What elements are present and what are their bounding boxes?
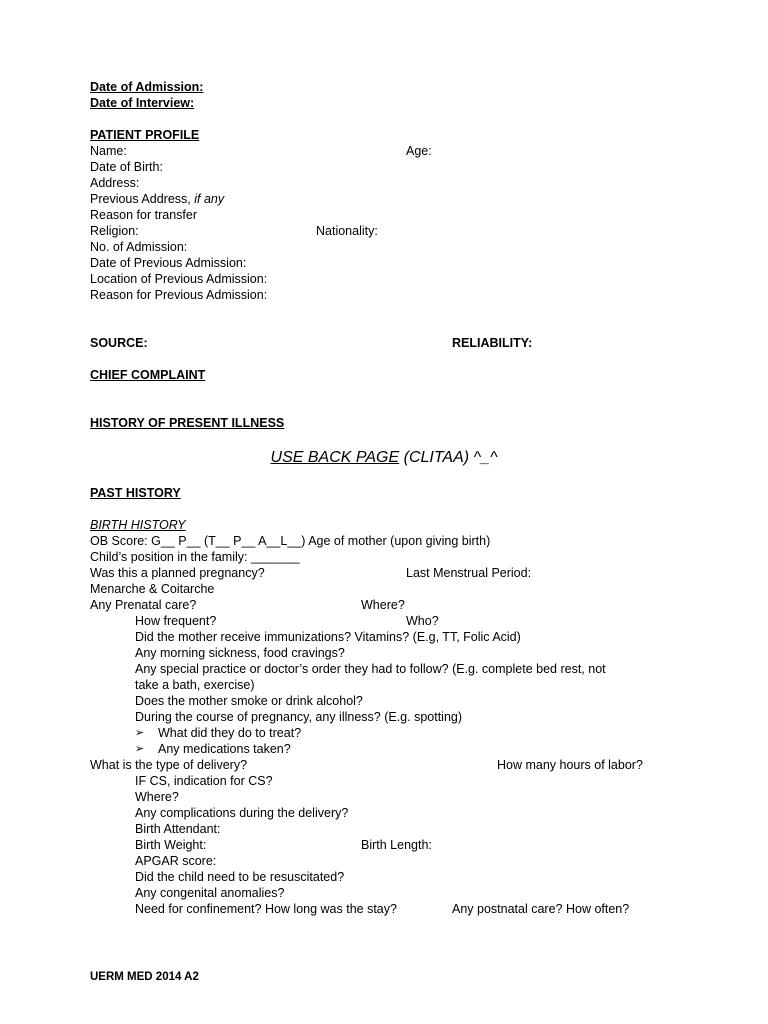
use-back-page-text: USE BACK PAGE bbox=[270, 449, 400, 466]
name-label: Name: bbox=[90, 144, 127, 158]
planned-pregnancy-label: Was this a planned pregnancy? bbox=[90, 566, 265, 580]
if-cs-label: IF CS, indication for CS? bbox=[135, 774, 273, 788]
birth-attendant-label: Birth Attendant: bbox=[135, 822, 221, 836]
special-practice-line2: take a bath, exercise) bbox=[135, 678, 255, 692]
where-label: Where? bbox=[361, 598, 405, 612]
complications-label: Any complications during the delivery? bbox=[135, 806, 349, 820]
confinement-label: Need for confinement? How long was the stay? bbox=[135, 902, 397, 916]
if-any-text: if any bbox=[194, 192, 225, 206]
use-back-page-note bbox=[0, 448, 768, 468]
birth-weight-row bbox=[135, 837, 698, 853]
previous-address-label bbox=[90, 191, 224, 207]
date-of-birth-label: Date of Birth: bbox=[90, 160, 163, 174]
prenatal-care-row bbox=[90, 597, 698, 613]
how-frequent-row bbox=[135, 613, 698, 629]
location-prev-admission-label: Location of Previous Admission: bbox=[90, 272, 268, 286]
date-of-interview-label: Date of Interview: bbox=[90, 96, 195, 110]
chief-complaint-heading: CHIEF COMPLAINT bbox=[90, 368, 206, 382]
resuscitated-label: Did the child need to be resuscitated? bbox=[135, 870, 345, 884]
birth-length-label: Birth Length: bbox=[361, 838, 432, 852]
morning-sickness-label: Any morning sickness, food cravings? bbox=[135, 646, 345, 660]
history-present-illness-heading: HISTORY OF PRESENT ILLNESS bbox=[90, 416, 285, 430]
apgar-label: APGAR score: bbox=[135, 854, 217, 868]
ob-score-label: OB Score: G__ P__ (T__ P__ A__L__) Age of mother (upon giving birth) bbox=[90, 534, 491, 548]
clitaa-text: (CLITAA) ^_^ bbox=[399, 449, 498, 466]
religion-nationality-row bbox=[90, 223, 698, 239]
previous-address-text: Previous Address, bbox=[90, 192, 195, 206]
prenatal-care-label: Any Prenatal care? bbox=[90, 598, 197, 612]
date-prev-admission-label: Date of Previous Admission: bbox=[90, 256, 247, 270]
footer-text: UERM MED 2014 A2 bbox=[90, 971, 199, 983]
bullet-medications bbox=[135, 741, 698, 757]
nationality-label: Nationality: bbox=[316, 224, 378, 238]
postnatal-label: Any postnatal care? How often? bbox=[452, 902, 630, 916]
special-practice-line1: Any special practice or doctor’s order they had to follow? (E.g. complete bed rest, not bbox=[135, 662, 606, 676]
reason-prev-admission-label: Reason for Previous Admission: bbox=[90, 288, 268, 302]
child-position-label: Child’s position in the family: _______ bbox=[90, 550, 300, 564]
where-cs-label: Where? bbox=[135, 790, 179, 804]
arrow-bullet-icon: ➢ bbox=[135, 727, 145, 739]
bullet-what-treat bbox=[135, 725, 698, 741]
type-delivery-row bbox=[90, 757, 698, 773]
medications-label: Any medications taken? bbox=[158, 742, 291, 756]
address-label: Address: bbox=[90, 176, 140, 190]
smoke-drink-label: Does the mother smoke or drink alcohol? bbox=[135, 694, 363, 708]
age-label: Age: bbox=[406, 144, 432, 158]
religion-label: Religion: bbox=[90, 224, 139, 238]
planned-pregnancy-row bbox=[90, 565, 698, 581]
menarche-label: Menarche & Coitarche bbox=[90, 582, 215, 596]
previous-address-row bbox=[90, 191, 698, 207]
illness-label: During the course of pregnancy, any illness? (E.g. spotting) bbox=[135, 710, 463, 724]
how-frequent-label: How frequent? bbox=[135, 614, 217, 628]
date-of-admission-label: Date of Admission: bbox=[90, 80, 204, 94]
what-treat-label: What did they do to treat? bbox=[158, 726, 302, 740]
source-label: SOURCE: bbox=[90, 336, 148, 350]
past-history-heading: PAST HISTORY bbox=[90, 486, 181, 500]
birth-weight-label: Birth Weight: bbox=[135, 838, 207, 852]
reliability-label: RELIABILITY: bbox=[452, 336, 533, 350]
no-of-admission-label: No. of Admission: bbox=[90, 240, 188, 254]
type-delivery-label: What is the type of delivery? bbox=[90, 758, 248, 772]
congenital-label: Any congenital anomalies? bbox=[135, 886, 285, 900]
birth-history-heading: BIRTH HISTORY bbox=[90, 518, 186, 532]
arrow-bullet-icon: ➢ bbox=[135, 743, 145, 755]
name-age-row bbox=[90, 143, 698, 159]
who-label: Who? bbox=[406, 614, 439, 628]
source-reliability-row bbox=[90, 335, 698, 351]
patient-profile-heading: PATIENT PROFILE bbox=[90, 128, 200, 142]
confinement-row bbox=[135, 901, 698, 917]
hours-labor-label: How many hours of labor? bbox=[497, 758, 643, 772]
lmp-label: Last Menstrual Period: bbox=[406, 566, 532, 580]
immunizations-label: Did the mother receive immunizations? Vitamins? (E.g, TT, Folic Acid) bbox=[135, 630, 521, 644]
reason-for-transfer-label: Reason for transfer bbox=[90, 208, 197, 222]
